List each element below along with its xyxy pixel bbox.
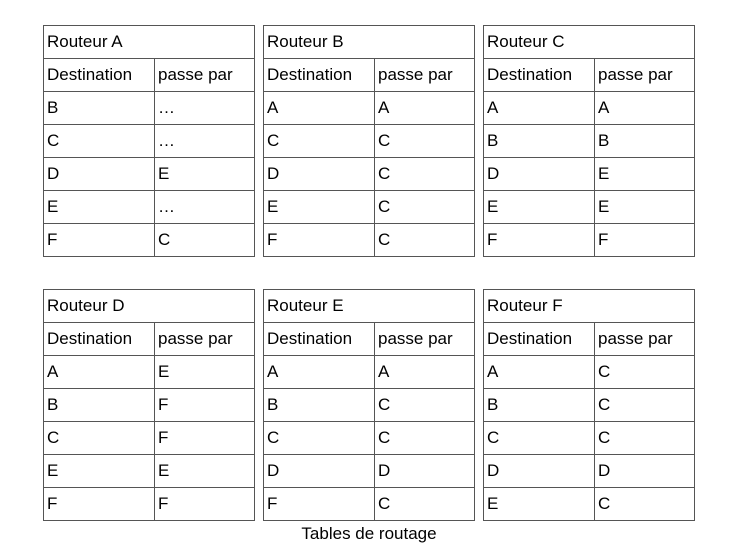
table-row — [484, 356, 695, 389]
table-row — [44, 389, 255, 422]
via-cell: C — [155, 224, 255, 257]
router-title: Routeur C — [484, 26, 695, 59]
destination-cell: C — [264, 422, 375, 455]
table-title-row — [264, 26, 475, 59]
via-cell: A — [375, 356, 475, 389]
table-row — [44, 455, 255, 488]
via-cell: C — [595, 422, 695, 455]
via-cell: F — [155, 422, 255, 455]
header-destination: Destination — [44, 323, 155, 356]
table-row — [264, 455, 475, 488]
table-row — [484, 158, 695, 191]
table-row — [484, 422, 695, 455]
destination-cell: C — [44, 422, 155, 455]
destination-cell: D — [484, 455, 595, 488]
destination-cell: C — [264, 125, 375, 158]
table-row — [44, 92, 255, 125]
destination-cell: D — [264, 158, 375, 191]
via-cell: C — [375, 158, 475, 191]
destination-cell: A — [484, 92, 595, 125]
destination-cell: F — [44, 224, 155, 257]
via-cell: C — [595, 488, 695, 521]
table-row — [484, 224, 695, 257]
destination-cell: A — [44, 356, 155, 389]
destination-cell: B — [44, 92, 155, 125]
destination-cell: B — [484, 125, 595, 158]
table-row — [484, 125, 695, 158]
destination-cell: E — [44, 455, 155, 488]
routing-table-4 — [43, 289, 255, 521]
destination-cell: C — [44, 125, 155, 158]
routing-table-2 — [263, 25, 475, 257]
table-row — [484, 488, 695, 521]
header-via: passe par — [595, 323, 695, 356]
routing-table-3 — [483, 25, 695, 257]
table-row — [44, 158, 255, 191]
via-cell: C — [375, 191, 475, 224]
destination-cell: C — [484, 422, 595, 455]
destination-cell: B — [44, 389, 155, 422]
table-header-row — [484, 59, 695, 92]
via-cell: E — [155, 356, 255, 389]
table-header-row — [44, 323, 255, 356]
header-via: passe par — [155, 323, 255, 356]
router-title: Routeur D — [44, 290, 255, 323]
via-cell: C — [375, 422, 475, 455]
table-row — [264, 92, 475, 125]
destination-cell: D — [484, 158, 595, 191]
header-destination: Destination — [44, 59, 155, 92]
table-row — [264, 389, 475, 422]
destination-cell: F — [44, 488, 155, 521]
via-cell: C — [375, 125, 475, 158]
table-title-row — [44, 26, 255, 59]
table-title-row — [44, 290, 255, 323]
table-row — [264, 488, 475, 521]
via-cell: D — [375, 455, 475, 488]
table-header-row — [264, 323, 475, 356]
routing-table-6 — [483, 289, 695, 521]
table-row — [44, 356, 255, 389]
destination-cell: E — [484, 488, 595, 521]
destination-cell: B — [264, 389, 375, 422]
table-row — [484, 389, 695, 422]
header-via: passe par — [155, 59, 255, 92]
destination-cell: E — [44, 191, 155, 224]
table-row — [264, 191, 475, 224]
router-title: Routeur A — [44, 26, 255, 59]
destination-cell: F — [264, 224, 375, 257]
table-header-row — [44, 59, 255, 92]
table-row — [264, 158, 475, 191]
via-cell: C — [375, 389, 475, 422]
via-cell: C — [595, 356, 695, 389]
destination-cell: A — [264, 356, 375, 389]
via-cell: F — [595, 224, 695, 257]
routing-table-5 — [263, 289, 475, 521]
header-destination: Destination — [264, 323, 375, 356]
via-cell: E — [155, 455, 255, 488]
table-row — [264, 125, 475, 158]
via-cell: D — [595, 455, 695, 488]
via-cell: E — [595, 191, 695, 224]
table-row — [484, 92, 695, 125]
destination-cell: D — [264, 455, 375, 488]
router-title: Routeur B — [264, 26, 475, 59]
destination-cell: E — [484, 191, 595, 224]
table-header-row — [264, 59, 475, 92]
figure-caption: Tables de routage — [301, 524, 437, 543]
router-title: Routeur E — [264, 290, 475, 323]
via-cell: A — [375, 92, 475, 125]
table-title-row — [484, 26, 695, 59]
table-title-row — [484, 290, 695, 323]
table-row — [44, 125, 255, 158]
via-cell: F — [155, 488, 255, 521]
header-via: passe par — [595, 59, 695, 92]
header-via: passe par — [375, 323, 475, 356]
destination-cell: A — [264, 92, 375, 125]
destination-cell: E — [264, 191, 375, 224]
via-cell: … — [155, 125, 255, 158]
table-row — [44, 224, 255, 257]
router-title: Routeur F — [484, 290, 695, 323]
via-cell: C — [595, 389, 695, 422]
table-row — [264, 422, 475, 455]
via-cell: B — [595, 125, 695, 158]
destination-cell: A — [484, 356, 595, 389]
destination-cell: F — [264, 488, 375, 521]
via-cell: F — [155, 389, 255, 422]
table-header-row — [484, 323, 695, 356]
via-cell: A — [595, 92, 695, 125]
header-via: passe par — [375, 59, 475, 92]
table-row — [264, 356, 475, 389]
table-row — [44, 488, 255, 521]
destination-cell: D — [44, 158, 155, 191]
table-row — [44, 422, 255, 455]
header-destination: Destination — [484, 59, 595, 92]
table-row — [484, 455, 695, 488]
header-destination: Destination — [484, 323, 595, 356]
via-cell: … — [155, 92, 255, 125]
table-title-row — [264, 290, 475, 323]
table-row — [264, 224, 475, 257]
table-row — [484, 191, 695, 224]
routing-table-1 — [43, 25, 255, 257]
table-row — [44, 191, 255, 224]
destination-cell: F — [484, 224, 595, 257]
via-cell: C — [375, 224, 475, 257]
destination-cell: B — [484, 389, 595, 422]
via-cell: C — [375, 488, 475, 521]
via-cell: E — [595, 158, 695, 191]
via-cell: … — [155, 191, 255, 224]
via-cell: E — [155, 158, 255, 191]
header-destination: Destination — [264, 59, 375, 92]
